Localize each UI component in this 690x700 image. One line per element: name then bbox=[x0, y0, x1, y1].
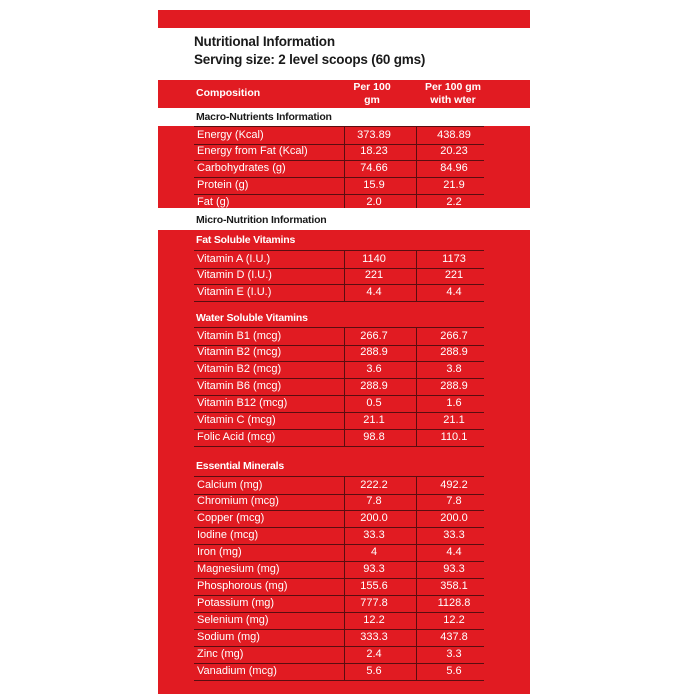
macro-section-title: Macro-Nutrients Information bbox=[196, 111, 332, 123]
value-with-water: 777.8 bbox=[360, 597, 388, 609]
column-divider bbox=[344, 429, 345, 446]
column-divider bbox=[344, 160, 345, 177]
value-with-wter: 1.6 bbox=[446, 397, 462, 409]
column-divider bbox=[416, 143, 417, 160]
column-divider bbox=[344, 378, 345, 395]
column-divider bbox=[344, 412, 345, 429]
table-row bbox=[194, 629, 484, 647]
nutrient-name: Energy from Fat (Kcal) bbox=[197, 145, 308, 157]
value-with-wter: 33.3 bbox=[443, 529, 465, 541]
column-divider bbox=[344, 493, 345, 510]
value-with-wter: 288.9 bbox=[440, 346, 468, 358]
page-title: Nutritional Information bbox=[194, 34, 335, 49]
value-with-wter: 3.3 bbox=[446, 648, 462, 660]
table-row bbox=[194, 378, 484, 396]
column-divider bbox=[344, 578, 345, 595]
nutrient-name: Carbohydrates (g) bbox=[197, 162, 286, 174]
micro-section-title: Micro-Nutrition Information bbox=[196, 214, 327, 226]
table-row bbox=[194, 395, 484, 413]
title-box bbox=[158, 28, 530, 80]
table-row bbox=[194, 344, 484, 362]
value-with-wter: 1128.8 bbox=[437, 597, 471, 609]
value-with-wter: 200.0 bbox=[440, 512, 468, 524]
column-divider bbox=[344, 328, 345, 345]
value-with-water: 18.23 bbox=[360, 145, 388, 157]
nutrition-panel bbox=[158, 10, 530, 694]
minerals-title: Essential Minerals bbox=[196, 460, 285, 472]
table-row bbox=[194, 646, 484, 664]
value-with-wter: 2.2 bbox=[446, 196, 462, 208]
value-with-wter: 93.3 bbox=[443, 563, 465, 575]
nutrient-name: Sodium (mg) bbox=[197, 631, 260, 643]
table-row bbox=[194, 578, 484, 596]
value-with-wter: 21.9 bbox=[443, 179, 465, 191]
nutrient-name: Calcium (mg) bbox=[197, 479, 263, 491]
macro-section-band bbox=[158, 108, 530, 126]
column-divider bbox=[344, 510, 345, 527]
column-divider bbox=[344, 177, 345, 194]
header-col-with-wter bbox=[420, 81, 486, 107]
column-divider bbox=[344, 344, 345, 361]
value-with-wter: 492.2 bbox=[440, 479, 468, 491]
column-divider bbox=[344, 527, 345, 544]
value-with-wter: 110.1 bbox=[440, 431, 468, 443]
column-divider bbox=[416, 663, 417, 680]
column-divider bbox=[416, 160, 417, 177]
value-with-wter: 20.23 bbox=[440, 145, 468, 157]
nutrient-name: Energy (Kcal) bbox=[197, 129, 264, 141]
header-composition: Composition bbox=[196, 87, 261, 99]
value-with-water: 33.3 bbox=[363, 529, 385, 541]
column-divider bbox=[416, 646, 417, 663]
column-divider bbox=[416, 629, 417, 646]
nutrient-name: Selenium (mg) bbox=[197, 614, 269, 626]
value-with-water: 373.89 bbox=[357, 129, 391, 141]
column-divider bbox=[416, 429, 417, 446]
table-row bbox=[194, 510, 484, 528]
value-with-water: 288.9 bbox=[360, 380, 388, 392]
header-col2-line2: with wter bbox=[430, 94, 476, 106]
value-with-water: 155.6 bbox=[360, 580, 388, 592]
value-with-wter: 21.1 bbox=[443, 414, 465, 426]
value-with-water: 15.9 bbox=[363, 179, 385, 191]
column-divider bbox=[416, 477, 417, 494]
column-divider bbox=[416, 595, 417, 612]
table-row bbox=[194, 267, 484, 285]
column-divider bbox=[344, 284, 345, 301]
table-row bbox=[194, 544, 484, 562]
table-row bbox=[194, 284, 484, 302]
column-divider bbox=[344, 544, 345, 561]
column-divider bbox=[416, 561, 417, 578]
value-with-wter: 12.2 bbox=[443, 614, 465, 626]
nutrient-name: Chromium (mcg) bbox=[197, 495, 279, 507]
table-row bbox=[194, 429, 484, 447]
micro-section-band bbox=[158, 208, 530, 230]
value-with-water: 221 bbox=[364, 269, 384, 281]
column-divider bbox=[416, 127, 417, 144]
value-with-water: 4.4 bbox=[366, 286, 382, 298]
column-divider bbox=[344, 251, 345, 268]
value-with-wter: 437.8 bbox=[440, 631, 468, 643]
value-with-wter: 5.6 bbox=[446, 665, 462, 677]
value-with-wter: 266.7 bbox=[440, 330, 468, 342]
nutrient-name: Iron (mg) bbox=[197, 546, 242, 558]
value-with-wter: 358.1 bbox=[440, 580, 468, 592]
water-soluble-title: Water Soluble Vitamins bbox=[196, 312, 308, 324]
column-divider bbox=[416, 527, 417, 544]
value-with-water: 200.0 bbox=[360, 512, 388, 524]
serving-size: Serving size: 2 level scoops (60 gms) bbox=[194, 52, 426, 67]
column-divider bbox=[344, 395, 345, 412]
column-divider bbox=[344, 143, 345, 160]
nutrient-name: Fat (g) bbox=[197, 196, 230, 208]
value-with-water: 288.9 bbox=[360, 346, 388, 358]
nutrient-name: Magnesium (mg) bbox=[197, 563, 280, 575]
nutrient-name: Copper (mcg) bbox=[197, 512, 265, 524]
value-with-wter: 288.9 bbox=[440, 380, 468, 392]
column-divider bbox=[344, 612, 345, 629]
column-divider bbox=[416, 177, 417, 194]
top-red-strip bbox=[158, 10, 530, 28]
nutrient-name: Vitamin A (I.U.) bbox=[197, 253, 271, 265]
column-divider bbox=[416, 361, 417, 378]
column-divider bbox=[416, 412, 417, 429]
nutrient-name: Vitamin D (I.U.) bbox=[197, 269, 272, 281]
column-divider bbox=[344, 663, 345, 680]
nutrient-name: Iodine (mcg) bbox=[197, 529, 259, 541]
column-divider bbox=[344, 127, 345, 144]
value-with-water: 222.2 bbox=[360, 479, 388, 491]
nutrient-name: Vitamin C (mcg) bbox=[197, 414, 276, 426]
value-with-water: 333.3 bbox=[360, 631, 388, 643]
value-with-wter: 221 bbox=[444, 269, 464, 281]
table-row bbox=[194, 160, 484, 178]
column-divider bbox=[416, 344, 417, 361]
value-with-water: 98.8 bbox=[363, 431, 385, 443]
column-divider bbox=[344, 477, 345, 494]
table-row bbox=[194, 663, 484, 681]
nutrient-name: Protein (g) bbox=[197, 179, 249, 191]
value-with-water: 3.6 bbox=[366, 363, 382, 375]
column-divider bbox=[344, 646, 345, 663]
nutrient-name: Zinc (mg) bbox=[197, 648, 244, 660]
column-divider bbox=[416, 378, 417, 395]
column-divider bbox=[344, 629, 345, 646]
table-row bbox=[194, 493, 484, 511]
value-with-water: 266.7 bbox=[360, 330, 388, 342]
value-with-wter: 7.8 bbox=[446, 495, 462, 507]
column-divider bbox=[416, 395, 417, 412]
value-with-wter: 4.4 bbox=[446, 286, 462, 298]
nutrient-name: Vitamin B1 (mcg) bbox=[197, 330, 282, 342]
value-with-water: 74.66 bbox=[360, 162, 388, 174]
column-divider bbox=[416, 612, 417, 629]
column-divider bbox=[416, 493, 417, 510]
value-with-water: 2.4 bbox=[366, 648, 382, 660]
nutrient-name: Vitamin B2 (mcg) bbox=[197, 346, 282, 358]
column-divider bbox=[416, 284, 417, 301]
value-with-water: 7.8 bbox=[366, 495, 382, 507]
nutrient-name: Vitamin B12 (mcg) bbox=[197, 397, 288, 409]
column-divider bbox=[416, 510, 417, 527]
fat-soluble-title: Fat Soluble Vitamins bbox=[196, 234, 296, 246]
table-row bbox=[194, 612, 484, 630]
table-row bbox=[194, 412, 484, 430]
value-with-wter: 1173 bbox=[442, 253, 466, 265]
value-with-wter: 3.8 bbox=[446, 363, 462, 375]
nutrient-name: Vitamin E (I.U.) bbox=[197, 286, 272, 298]
value-with-water: 1140 bbox=[362, 253, 386, 265]
value-with-water: 4 bbox=[370, 546, 378, 558]
table-row bbox=[194, 361, 484, 379]
column-divider bbox=[344, 267, 345, 284]
column-divider bbox=[344, 361, 345, 378]
value-with-water: 93.3 bbox=[363, 563, 385, 575]
nutrient-name: Vanadium (mcg) bbox=[197, 665, 277, 677]
value-with-water: 5.6 bbox=[366, 665, 382, 677]
column-divider bbox=[416, 578, 417, 595]
table-row bbox=[194, 143, 484, 161]
value-with-water: 12.2 bbox=[363, 614, 385, 626]
header-col2-line1: Per 100 gm bbox=[424, 81, 482, 93]
table-row bbox=[194, 527, 484, 545]
column-divider bbox=[416, 267, 417, 284]
value-with-water: 21.1 bbox=[363, 414, 385, 426]
table-row bbox=[194, 561, 484, 579]
column-divider bbox=[416, 251, 417, 268]
table-row bbox=[194, 595, 484, 613]
value-with-water: 2.0 bbox=[366, 196, 382, 208]
header-col1-line1: Per 100 gm bbox=[353, 81, 391, 106]
column-divider bbox=[416, 328, 417, 345]
column-divider bbox=[344, 561, 345, 578]
nutrient-name: Folic Acid (mcg) bbox=[197, 431, 276, 443]
nutrient-name: Potassium (mg) bbox=[197, 597, 275, 609]
column-divider bbox=[344, 595, 345, 612]
value-with-wter: 438.89 bbox=[437, 129, 471, 141]
nutrient-name: Vitamin B6 (mcg) bbox=[197, 380, 282, 392]
value-with-wter: 4.4 bbox=[446, 546, 462, 558]
table-row bbox=[194, 177, 484, 195]
value-with-water: 0.5 bbox=[366, 397, 382, 409]
nutrient-name: Phosphorous (mg) bbox=[197, 580, 288, 592]
value-with-wter: 84.96 bbox=[440, 162, 468, 174]
column-divider bbox=[416, 544, 417, 561]
nutrient-name: Vitamin B2 (mcg) bbox=[197, 363, 282, 375]
table-header bbox=[158, 80, 530, 108]
